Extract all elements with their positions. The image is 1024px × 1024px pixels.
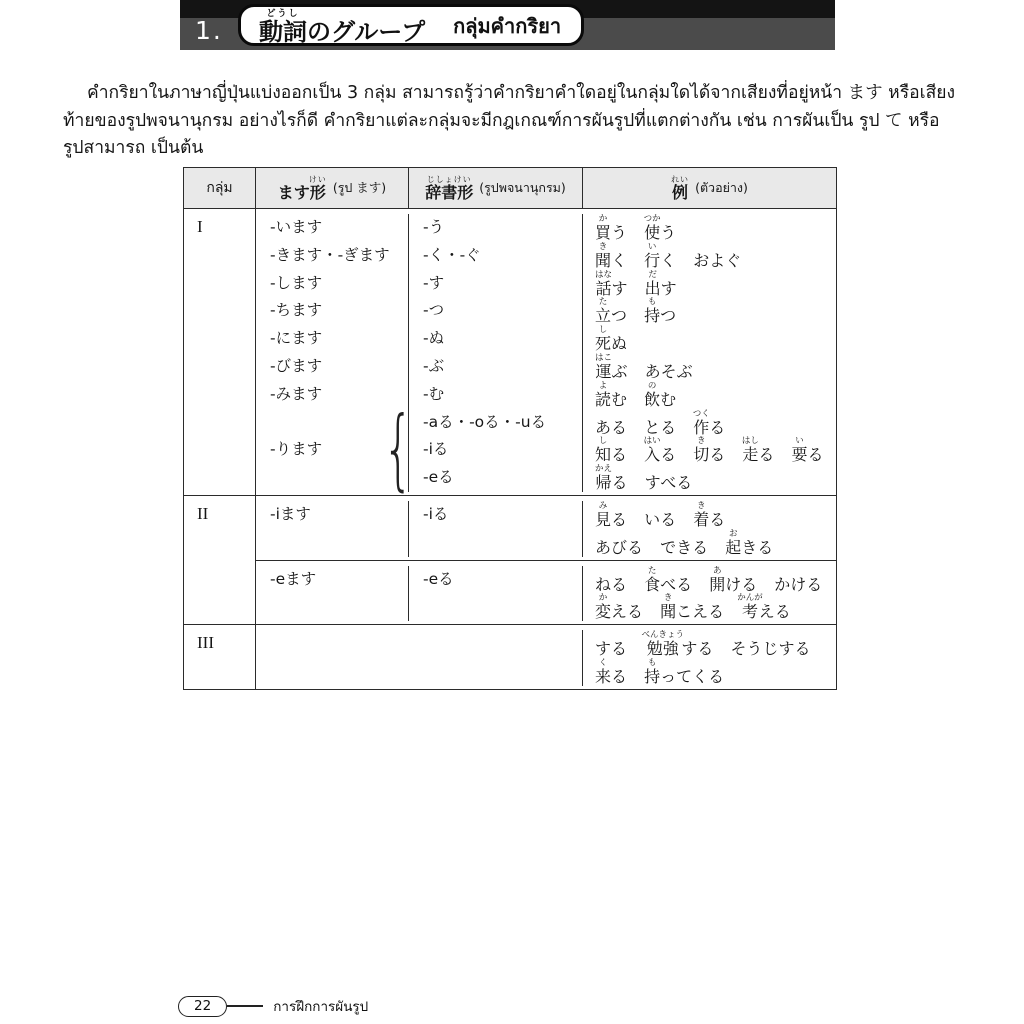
column-header-thai: (ตัวอย่าง) xyxy=(695,180,748,195)
table-row xyxy=(256,496,836,560)
page-number-pill: 22 xyxy=(178,996,227,1017)
column-header xyxy=(409,168,583,208)
example-line: 変かえる 聞きこえる 考かんがえる xyxy=(595,593,791,622)
dict-form-line: -う xyxy=(423,218,445,236)
dict-form-line: -く・-ぐ xyxy=(423,245,481,264)
example-line: 買かう 使つかう xyxy=(595,214,677,242)
masu-form-cell xyxy=(256,214,414,500)
masu-form-cell xyxy=(256,566,409,622)
brace-decoration: { xyxy=(382,397,414,500)
masu-form-line: -びます xyxy=(270,356,323,375)
masu-form-line: -eます xyxy=(270,569,317,588)
example-line: 死しぬ xyxy=(595,325,628,354)
example-line: 聞きく 行いく およぐ xyxy=(595,241,742,270)
example-line: 話はなす 出だす xyxy=(595,269,677,298)
dictionary-form-cell xyxy=(409,566,583,622)
example-line: 立たつ 持もつ xyxy=(595,297,677,326)
section-number: 1. xyxy=(195,16,223,45)
column-header xyxy=(583,168,836,208)
masu-form-line: -います xyxy=(270,218,323,236)
intro-paragraph: คำกริยาในภาษาญี่ปุ่นแบ่งออกเป็น 3 กลุ่ม สามารถรู้ว่าคำกริยาคำใดอยู่ในกลุ่มใดได้จากเสียงที่อยู่หน้า ます หรือเสียงท้ายของรูปพจนานุกรม อย่างไรก็ดี คำกริยาแต่ละกลุ่มจะมีกฎเกณฑ์การผันรูปที่แตกต่างกัน เช่น การผันเป็น รูป て หรือ รูปสามารถ เป็นต้น xyxy=(63,83,956,158)
examples-cell xyxy=(583,566,836,622)
example-line: 知しる 入はいる 切きる 走はしる 要いる xyxy=(595,436,824,465)
example-line: 来くる 持もってくる xyxy=(595,657,725,686)
dict-form-line: -ぬ xyxy=(423,329,445,348)
example-line: 読よむ 飲のむ xyxy=(595,380,677,409)
example-line: あびる できる 起おきる xyxy=(595,528,774,557)
masu-form-line: -iます xyxy=(270,504,311,523)
column-header xyxy=(184,168,256,208)
examples-cell xyxy=(583,501,836,557)
dict-form-line: -eる xyxy=(423,569,454,588)
verb-group xyxy=(184,209,836,500)
table-row xyxy=(256,625,836,689)
group-label: I xyxy=(184,209,256,495)
verb-group xyxy=(184,625,836,689)
section-banner xyxy=(180,0,835,50)
page-footer xyxy=(178,995,368,1017)
dict-form-line: -iる xyxy=(423,440,449,459)
dict-form-line: -す xyxy=(423,273,445,292)
column-header-thai: (รูปพจนานุกรม) xyxy=(479,180,566,195)
example-line: 運はこぶ あそぶ xyxy=(595,352,693,381)
table-row xyxy=(256,209,836,500)
group-label: III xyxy=(184,625,256,689)
section-title-box xyxy=(238,4,584,46)
masu-form-line: -します xyxy=(270,273,323,292)
examples-cell xyxy=(583,214,836,492)
masu-form-cell xyxy=(256,501,409,557)
footer-label: การฝึกการผันรูป xyxy=(273,999,369,1015)
table-row xyxy=(256,560,836,625)
group-label: II xyxy=(184,496,256,624)
example-line: ねる 食たべる 開あける かける xyxy=(595,565,823,594)
dict-form-line: -aる・-oる・-uる xyxy=(423,412,547,431)
dict-form-line: -iる xyxy=(423,504,449,523)
example-line: ある とる 作つくる xyxy=(595,408,726,437)
verb-group xyxy=(184,496,836,625)
section-title-japanese: 動詞どうしのグループ xyxy=(259,8,426,46)
masu-form-line: -きます・-ぎます xyxy=(270,245,390,264)
examples-cell xyxy=(583,630,836,686)
masu-form-line: -にます xyxy=(270,329,323,348)
masu-form-line: -みます xyxy=(270,384,323,403)
column-header-japanese: 例れい xyxy=(671,175,690,202)
column-header xyxy=(256,168,409,208)
table-header-row xyxy=(184,168,836,209)
dict-form-line: -む xyxy=(423,384,445,403)
example-line: 帰かえる すべる xyxy=(595,464,693,493)
masu-form-line: -ちます xyxy=(270,301,323,320)
dictionary-form-cell xyxy=(409,501,583,557)
column-header-japanese: ます形けい xyxy=(277,175,327,202)
column-header-thai: (รูป ます) xyxy=(332,180,387,195)
dict-form-line: -ぶ xyxy=(423,356,445,375)
footer-divider-line xyxy=(227,1005,263,1007)
column-header-thai: กลุ่ม xyxy=(206,180,233,196)
example-line: 見みる いる 着きる xyxy=(595,500,726,529)
section-title-thai: กลุ่มคำกริยา xyxy=(453,14,562,38)
example-line: する 勉強べんきょうする そうじする xyxy=(595,630,811,659)
column-header-japanese: 辞書形じしょけい xyxy=(425,175,474,202)
dictionary-form-cell xyxy=(409,214,583,492)
dict-form-line: -eる xyxy=(423,468,454,487)
verb-table xyxy=(183,167,837,690)
empty-forms-cell xyxy=(256,630,583,686)
masu-form-line: -ります xyxy=(270,440,323,459)
dict-form-line: -つ xyxy=(423,301,445,320)
